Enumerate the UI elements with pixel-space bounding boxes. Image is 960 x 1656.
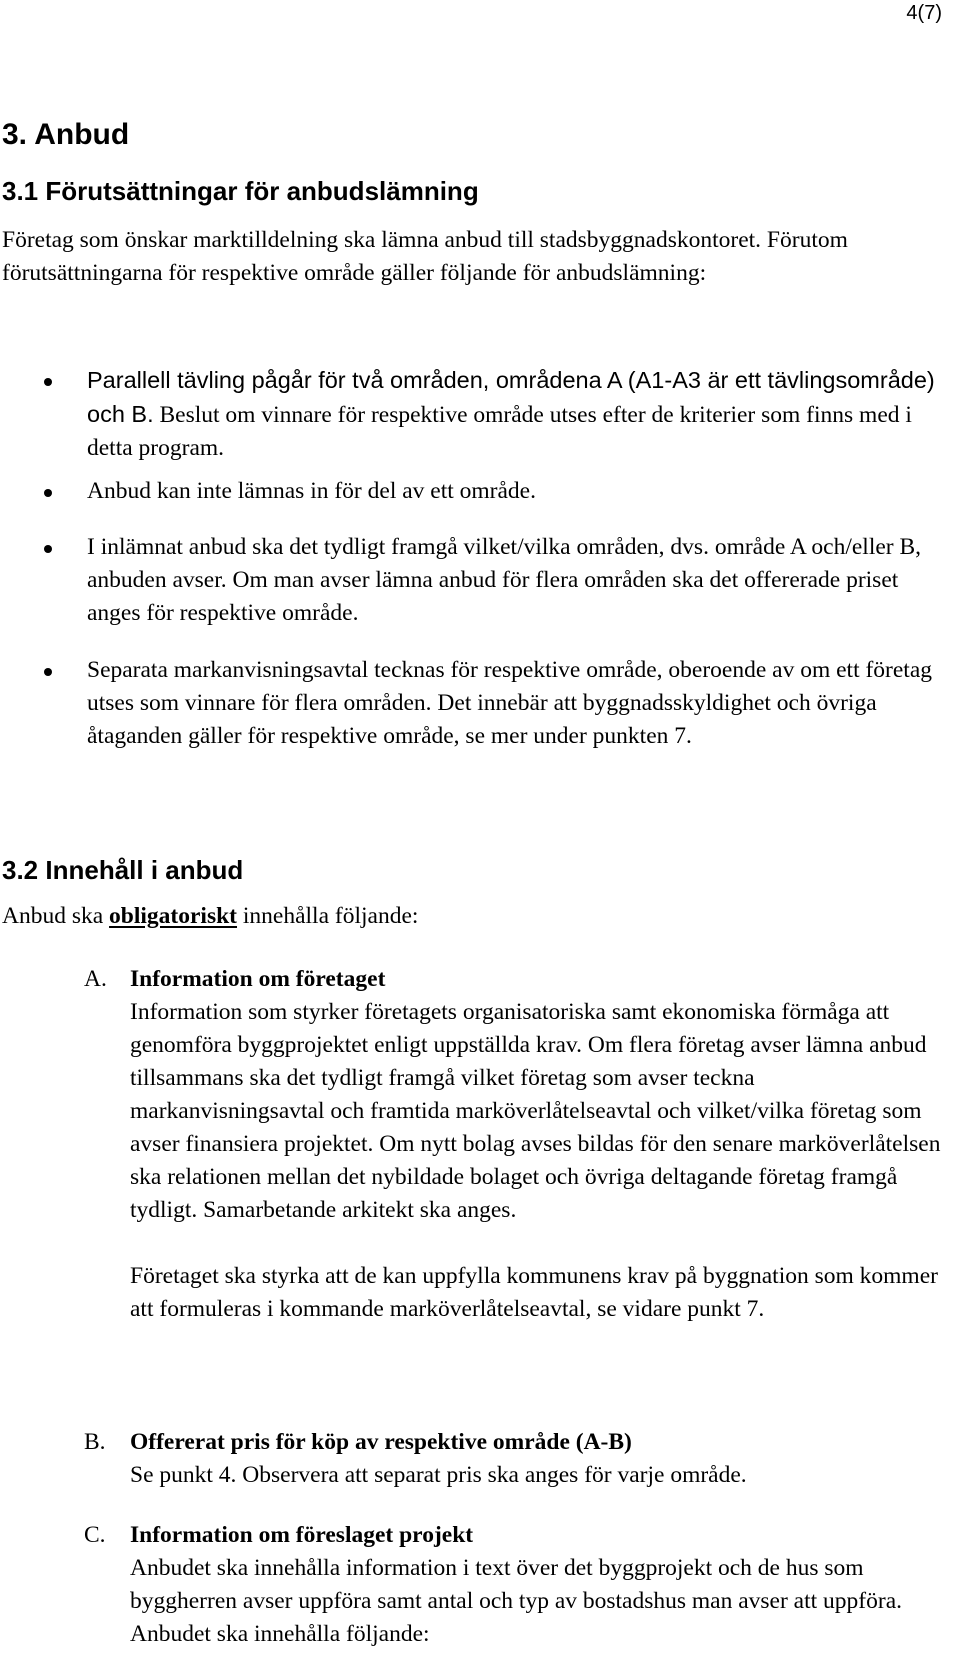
section-32-heading: 3.2 Innehåll i anbud — [2, 855, 244, 885]
item-extra-text: Företaget ska styrka att de kan uppfylla kommunens krav på byggnation som kommer att formuleras i kommande marköverlåtelseavtal, se vidare punkt 7. — [130, 1263, 938, 1322]
section-31-intro: Företag som önskar marktilldelning ska lämna anbud till stadsbyggnadskontoret. Förutom förutsättningarna för respektive område gäller följande för anbudslämning: — [2, 227, 848, 286]
item-letter: C. — [84, 1522, 106, 1548]
page-number: 4(7) — [906, 2, 942, 24]
bullet-text: Anbud kan inte lämnas in för del av ett område. — [87, 478, 536, 504]
bullet-dot-icon — [44, 378, 52, 386]
section-31-heading: 3.1 Förutsättningar för anbudslämning — [2, 176, 479, 206]
intro-emphasis: obligatoriskt — [109, 903, 238, 929]
item-text: Information som styrker företagets organisatoriska samt ekonomiska förmåga att genomföra byggprojektet enligt uppställda krav. Om flera företag avser lämna anbud tillsammans ska det tydligt framgå vilket företag som avser teckna markanvisningsavtal och framtida marköverlåtelseavtal och vilket/vilka företag som avser finansiera projektet. Om nytt bolag avses bildas för den senare marköverlåtelsen ska relationen mellan det nybildade bolaget och övriga deltagande företag framgå tydligt. Samarbetande arkitekt ska anges. — [130, 999, 941, 1223]
bullet-text — [87, 364, 937, 465]
item-text: Se punkt 4. Observera att separat pris ska anges för varje område. — [130, 1462, 747, 1488]
section-32-intro — [2, 900, 952, 933]
item-letter: B. — [84, 1429, 106, 1455]
item-text: Anbudet ska innehålla information i text över det byggprojekt och de hus som byggherren avser uppföra samt antal och typ av bostadshus man avser att uppföra. Anbudet ska innehålla följande: — [130, 1555, 903, 1647]
bullet-dot-icon — [44, 489, 52, 497]
bullet-dot-icon — [44, 668, 52, 676]
bullet-text-sans: Parallell tävling pågår för två områden, områdena A (A1-A3 är ett tävlingsområde) och B. — [87, 367, 935, 427]
item-body — [130, 1426, 945, 1492]
item-body — [130, 963, 945, 1326]
bullet-text: Separata markanvisningsavtal tecknas för respektive område, oberoende av om ett företag utses som vinnare för flera områden. Det innebär att byggnadsskyldighet och övriga åtaganden gäller för respektive område, se mer under punkten 7. — [87, 657, 933, 749]
item-body — [130, 1519, 945, 1651]
item-title: Information om föreslaget projekt — [130, 1522, 474, 1548]
bullet-text: I inlämnat anbud ska det tydligt framgå vilket/vilka områden, dvs. område A och/eller B, anbuden avser. Om man avser lämna anbud för flera områden ska det offererade priset anges för respektive område. — [87, 534, 922, 626]
bullet-text-serif: Beslut om vinnare för respektive område utses efter de kriterier som finns med i detta program. — [87, 402, 912, 461]
chapter-heading: 3. Anbud — [2, 118, 130, 151]
intro-after: innehålla följande: — [237, 903, 419, 929]
item-title: Offererat pris för köp av respektive område (A-B) — [130, 1429, 632, 1455]
item-letter: A. — [84, 966, 107, 992]
bullet-dot-icon — [44, 545, 52, 553]
intro-before: Anbud ska — [2, 903, 110, 929]
item-title: Information om företaget — [130, 966, 386, 992]
